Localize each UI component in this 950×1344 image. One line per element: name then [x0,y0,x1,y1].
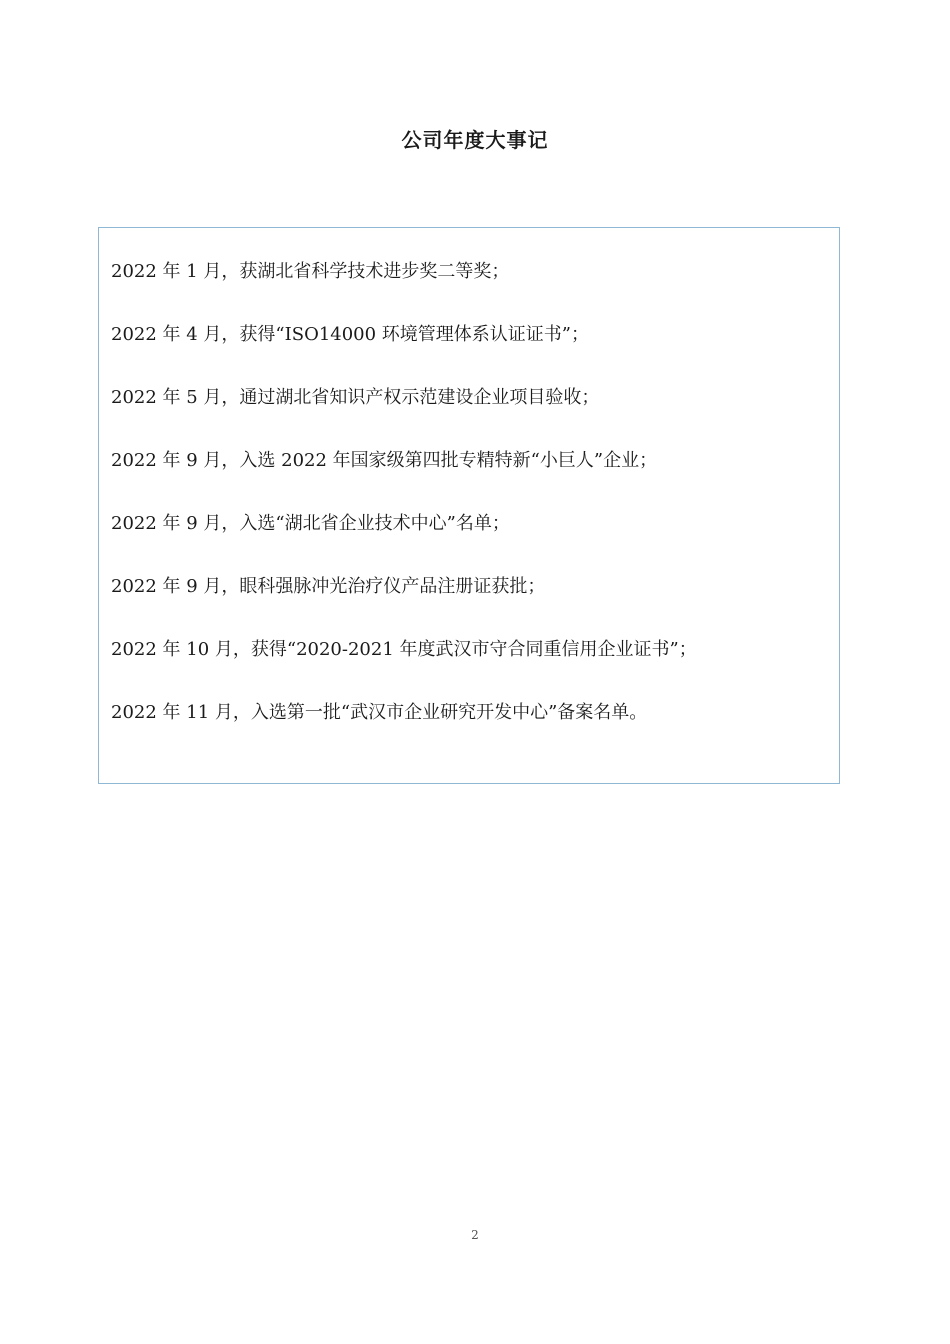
event-item: 2022 年 10 月，获得“2020-2021 年度武汉市守合同重信用企业证书”； [111,639,697,660]
page-number: 2 [471,1228,479,1242]
event-item: 2022 年 1 月，获湖北省科学技术进步奖二等奖； [111,261,510,282]
event-item: 2022 年 9 月，眼科强脉冲光治疗仪产品注册证获批； [111,576,546,597]
events-box [98,227,840,784]
event-item: 2022 年 11 月，入选第一批“武汉市企业研究开发中心”备案名单。 [111,702,648,723]
event-item: 2022 年 4 月，获得“ISO14000 环境管理体系认证证书”； [111,324,590,345]
event-item: 2022 年 9 月，入选 2022 年国家级第四批专精特新“小巨人”企业； [111,450,658,471]
event-item: 2022 年 5 月，通过湖北省知识产权示范建设企业项目验收； [111,387,600,408]
event-item: 2022 年 9 月，入选“湖北省企业技术中心”名单； [111,513,510,534]
page-title: 公司年度大事记 [401,128,549,152]
event-list [111,256,831,760]
